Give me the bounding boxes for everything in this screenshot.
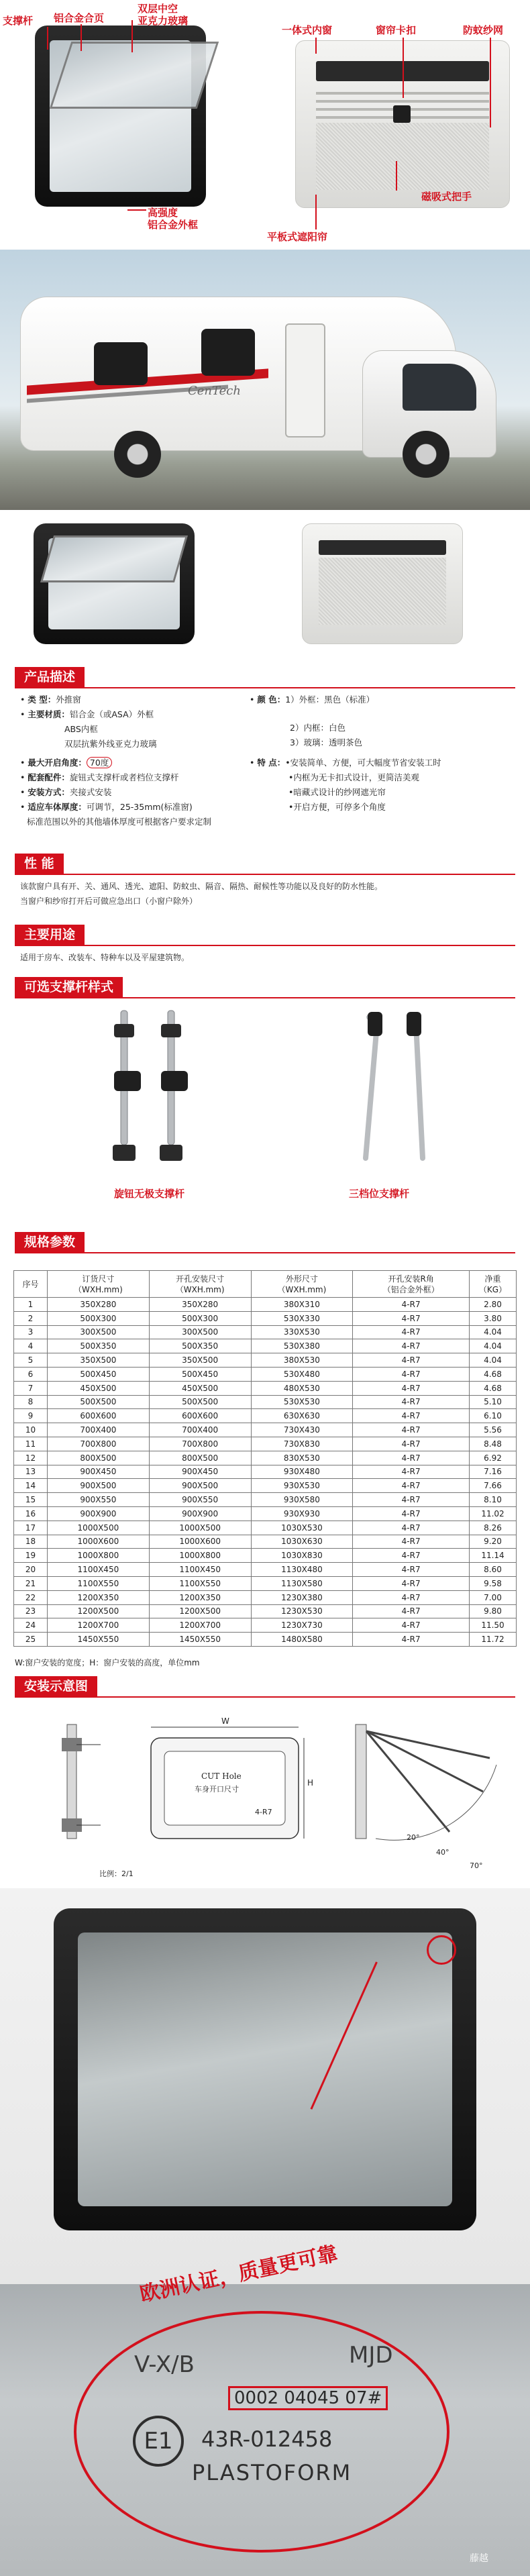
table-cell: 4-R7 — [353, 1381, 470, 1395]
table-cell: 1030X830 — [251, 1549, 353, 1563]
table-row — [14, 1479, 517, 1493]
table-cell: 14 — [14, 1479, 48, 1493]
rv-door — [285, 323, 325, 437]
table-cell: 500X300 — [149, 1311, 251, 1325]
table-row — [14, 1395, 517, 1409]
hero-product-section — [0, 0, 530, 242]
table-cell: 1000X800 — [48, 1549, 150, 1563]
table-cell: 25 — [14, 1633, 48, 1647]
section-title-usage: 主要用途 — [15, 925, 85, 945]
table-cell: 2.80 — [470, 1298, 517, 1312]
table-cell: 900X900 — [48, 1506, 150, 1521]
table-cell: 1100X550 — [48, 1576, 150, 1590]
table-cell: 480X530 — [251, 1381, 353, 1395]
callout-hinge: 铝合金合页 — [54, 12, 105, 24]
table-row — [14, 1604, 517, 1618]
table-cell: 4.04 — [470, 1353, 517, 1368]
table-cell: 1100X450 — [149, 1563, 251, 1577]
table-cell: 11.02 — [470, 1506, 517, 1521]
table-cell: 500X350 — [149, 1339, 251, 1353]
table-cell: 8 — [14, 1395, 48, 1409]
table-cell: 1230X530 — [251, 1604, 353, 1618]
table-row — [14, 1423, 517, 1437]
table-cell: 17 — [14, 1521, 48, 1535]
table-cell: 7 — [14, 1381, 48, 1395]
table-row — [14, 1311, 517, 1325]
height-label: H — [307, 1778, 314, 1788]
table-row — [14, 1339, 517, 1353]
callout-curtain-clip: 窗帘卡扣 — [376, 24, 417, 36]
performance-line-1: 该款窗户具有开、关、通风、透光、遮阳、防蚊虫、隔音、隔热、耐候性等功能以及良好的防水性能。 — [20, 882, 383, 891]
table-cell: 930X530 — [251, 1479, 353, 1493]
table-cell: 300X500 — [149, 1325, 251, 1339]
table-cell: 4-R7 — [353, 1576, 470, 1590]
rv-window-1 — [94, 342, 148, 385]
table-cell: 9.80 — [470, 1604, 517, 1618]
angle-20: 20° — [407, 1833, 420, 1842]
table-row — [14, 1590, 517, 1604]
table-cell: 1450X550 — [48, 1633, 150, 1647]
desc-color-2: 2）内框：白色 — [290, 723, 346, 733]
table-cell: 4-R7 — [353, 1311, 470, 1325]
callout-strut: 支撑杆 — [3, 15, 34, 27]
table-row — [14, 1437, 517, 1451]
rv-brand-logo: CenTech — [188, 384, 241, 398]
table-cell: 4-R7 — [353, 1339, 470, 1353]
table-cell: 730X430 — [251, 1423, 353, 1437]
table-cell: 700X400 — [48, 1423, 150, 1437]
table-cell: 1030X630 — [251, 1535, 353, 1549]
performance-text — [20, 879, 517, 909]
usage-text: 适用于房车、改装车、特种车以及平屋建筑物。 — [20, 953, 190, 962]
table-cell: 5.56 — [470, 1423, 517, 1437]
table-cell: 450X500 — [48, 1381, 150, 1395]
table-cell: 300X500 — [48, 1325, 150, 1339]
table-cell: 4-R7 — [353, 1367, 470, 1381]
col-cutout-size: 开孔安装尺寸 （WXH.mm) — [149, 1271, 251, 1298]
cert-slogan: 欧洲认证，质量更可靠 — [138, 2242, 340, 2307]
col-order-size: 订货尺寸 （WXH.mm) — [48, 1271, 150, 1298]
cert-e1-mark: E1 — [133, 2416, 184, 2467]
window-detail-photo — [0, 1888, 530, 2284]
table-cell: 4-R7 — [353, 1633, 470, 1647]
table-cell: 16 — [14, 1506, 48, 1521]
section-title-performance: 性 能 — [15, 854, 64, 874]
table-cell: 8.26 — [470, 1521, 517, 1535]
install-scale-label: 比例：2/1 — [99, 1869, 134, 1878]
width-label: W — [221, 1716, 229, 1726]
table-cell: 1000X500 — [48, 1521, 150, 1535]
section-title-install: 安装示意图 — [15, 1676, 97, 1696]
table-cell: 930X480 — [251, 1465, 353, 1479]
table-cell: 4-R7 — [353, 1465, 470, 1479]
desc-feature-4: •开启方便，可停多个角度 — [288, 802, 386, 812]
table-cell: 350X500 — [149, 1353, 251, 1368]
table-cell: 830X530 — [251, 1451, 353, 1465]
table-cell: 2 — [14, 1311, 48, 1325]
desc-material-2: ABS内框 — [64, 724, 98, 734]
table-cell: 8.10 — [470, 1493, 517, 1507]
callout-inner-frame: 一体式内窗 — [282, 24, 333, 36]
description-right-column — [250, 692, 518, 815]
table-cell: 350X280 — [149, 1298, 251, 1312]
table-cell: 1000X800 — [149, 1549, 251, 1563]
table-cell: 6.92 — [470, 1451, 517, 1465]
table-cell: 350X280 — [48, 1298, 150, 1312]
section-title-spec: 规格参数 — [15, 1232, 85, 1252]
table-cell: 18 — [14, 1535, 48, 1549]
table-cell: 4-R7 — [353, 1493, 470, 1507]
table-row — [14, 1298, 517, 1312]
table-cell: 4-R7 — [353, 1409, 470, 1423]
section-title-description: 产品描述 — [15, 667, 85, 687]
watermark: 藤越 — [470, 2553, 488, 2564]
table-cell: 500X300 — [48, 1311, 150, 1325]
angle-70: 70° — [470, 1861, 483, 1870]
table-row — [14, 1451, 517, 1465]
table-cell: 6 — [14, 1367, 48, 1381]
desc-max-angle: • 最大开启角度： 70度 — [20, 756, 242, 770]
table-cell: 9.20 — [470, 1535, 517, 1549]
rv-windshield — [403, 364, 476, 411]
knob-strut-caption: 旋钮无极支撑杆 — [114, 1188, 185, 1200]
table-cell: 8.48 — [470, 1437, 517, 1451]
table-cell: 4-R7 — [353, 1437, 470, 1451]
table-row — [14, 1535, 517, 1549]
rv-photo — [0, 250, 530, 510]
table-cell: 930X930 — [251, 1506, 353, 1521]
mesh-panel — [316, 123, 489, 190]
table-cell: 4-R7 — [353, 1423, 470, 1437]
col-corner-radius: 开孔安装R角 （铝合金外框） — [353, 1271, 470, 1298]
cert-number: 43R-012458 — [201, 2426, 333, 2452]
table-cell: 4-R7 — [353, 1298, 470, 1312]
col-weight: 净重 （KG） — [470, 1271, 517, 1298]
table-cell: 450X500 — [149, 1381, 251, 1395]
table-cell: 500X500 — [149, 1395, 251, 1409]
table-cell: 700X400 — [149, 1423, 251, 1437]
table-cell: 11 — [14, 1437, 48, 1451]
table-cell: 1200X700 — [149, 1618, 251, 1633]
rv-wheel-front — [114, 431, 161, 478]
cert-line1-left: V-X/B — [134, 2351, 195, 2378]
desc-color-3: 3）玻璃：透明茶色 — [290, 737, 362, 748]
table-cell: 1230X380 — [251, 1590, 353, 1604]
table-cell: 4-R7 — [353, 1535, 470, 1549]
table-cell: 13 — [14, 1465, 48, 1479]
table-cell: 630X630 — [251, 1409, 353, 1423]
table-cell: 500X450 — [48, 1367, 150, 1381]
table-cell: 530X380 — [251, 1339, 353, 1353]
table-cell: 6.10 — [470, 1409, 517, 1423]
table-cell: 4-R7 — [353, 1325, 470, 1339]
table-cell: 4 — [14, 1339, 48, 1353]
desc-material: • 主要材质：铝合金（或ASA）外框 — [20, 709, 154, 719]
table-cell: 12 — [14, 1451, 48, 1465]
table-row — [14, 1493, 517, 1507]
thumb-open-sash — [40, 535, 188, 582]
performance-line-2: 当窗户和纱帘打开后可做应急出口（小窗户除外） — [20, 896, 198, 906]
table-cell: 5.10 — [470, 1395, 517, 1409]
table-cell: 380X310 — [251, 1298, 353, 1312]
table-cell: 4-R7 — [353, 1506, 470, 1521]
table-cell: 700X800 — [48, 1437, 150, 1451]
table-cell: 1200X350 — [149, 1590, 251, 1604]
knob-strut-image — [94, 1004, 215, 1178]
spec-header-row — [14, 1271, 517, 1298]
table-cell: 15 — [14, 1493, 48, 1507]
table-cell: 1100X550 — [149, 1576, 251, 1590]
table-cell: 1130X480 — [251, 1563, 353, 1577]
table-row — [14, 1381, 517, 1395]
desc-type: • 类 型：外推窗 — [20, 694, 81, 705]
cut-hole-label: CUT Hole — [201, 1771, 242, 1781]
table-cell: 330X530 — [251, 1325, 353, 1339]
table-cell: 1 — [14, 1298, 48, 1312]
table-cell: 4-R7 — [353, 1618, 470, 1633]
table-cell: 900X550 — [149, 1493, 251, 1507]
table-cell: 4-R7 — [353, 1590, 470, 1604]
table-row — [14, 1465, 517, 1479]
table-cell: 1130X580 — [251, 1576, 353, 1590]
table-cell: 800X500 — [48, 1451, 150, 1465]
table-cell: 530X330 — [251, 1311, 353, 1325]
table-cell: 4.68 — [470, 1367, 517, 1381]
callout-double-glass-1: 双层中空 — [138, 3, 178, 15]
desc-thickness: • 适应车体厚度：可调节，25-35mm(标准窗) — [20, 802, 193, 812]
table-cell: 900X450 — [149, 1465, 251, 1479]
table-cell: 4-R7 — [353, 1549, 470, 1563]
open-sash-image — [50, 42, 219, 109]
table-cell: 4-R7 — [353, 1353, 470, 1368]
table-cell: 500X500 — [48, 1395, 150, 1409]
table-cell: 1100X450 — [48, 1563, 150, 1577]
table-cell: 7.00 — [470, 1590, 517, 1604]
table-row — [14, 1618, 517, 1633]
callout-frame-2: 铝合金外框 — [148, 219, 199, 231]
table-cell: 24 — [14, 1618, 48, 1633]
table-row — [14, 1367, 517, 1381]
table-cell: 1200X500 — [149, 1604, 251, 1618]
table-cell: 1230X730 — [251, 1618, 353, 1633]
table-cell: 600X600 — [48, 1409, 150, 1423]
table-cell: 5 — [14, 1353, 48, 1368]
table-cell: 1200X500 — [48, 1604, 150, 1618]
table-cell: 4-R7 — [353, 1479, 470, 1493]
callout-flat-blind: 平板式遮阳帘 — [267, 231, 328, 243]
table-cell: 4-R7 — [353, 1395, 470, 1409]
table-cell: 4-R7 — [353, 1451, 470, 1465]
table-cell: 21 — [14, 1576, 48, 1590]
table-cell: 930X580 — [251, 1493, 353, 1507]
table-cell: 900X550 — [48, 1493, 150, 1507]
section-title-struts: 可选支撑杆样式 — [15, 977, 123, 997]
table-cell: 22 — [14, 1590, 48, 1604]
handle-clip — [393, 105, 411, 123]
rv-window-2 — [201, 329, 255, 376]
spec-table — [13, 1270, 517, 1647]
table-cell: 380X530 — [251, 1353, 353, 1368]
table-row — [14, 1325, 517, 1339]
table-row — [14, 1563, 517, 1577]
desc-feature-2: •内框为无卡扣式设计，更简洁美观 — [288, 772, 419, 782]
desc-accessories: • 配套配件：旋钮式支撑杆或者档位支撑杆 — [20, 772, 179, 782]
table-cell: 1200X350 — [48, 1590, 150, 1604]
table-cell: 9 — [14, 1409, 48, 1423]
table-cell: 3 — [14, 1325, 48, 1339]
cert-batch-number: 0002 04045 07# — [228, 2386, 388, 2410]
table-cell: 20 — [14, 1563, 48, 1577]
three-position-strut-image — [329, 1004, 449, 1178]
table-cell: 7.16 — [470, 1465, 517, 1479]
table-cell: 1030X530 — [251, 1521, 353, 1535]
table-cell: 4.04 — [470, 1339, 517, 1353]
table-cell: 8.60 — [470, 1563, 517, 1577]
table-cell: 900X900 — [149, 1506, 251, 1521]
table-cell: 1450X550 — [149, 1633, 251, 1647]
product-thumbnails — [0, 523, 530, 658]
table-cell: 1480X580 — [251, 1633, 353, 1647]
table-cell: 11.50 — [470, 1618, 517, 1633]
table-cell: 500X450 — [149, 1367, 251, 1381]
spec-table-body — [14, 1298, 517, 1647]
three-position-strut-caption: 三档位支撑杆 — [349, 1188, 410, 1200]
table-cell: 10 — [14, 1423, 48, 1437]
cut-hole-cn-label: 车身开口尺寸 — [195, 1785, 239, 1794]
table-cell: 900X500 — [149, 1479, 251, 1493]
opening-angle-diagram — [349, 1718, 517, 1852]
spec-note: W:窗户安装的宽度；H：窗户安装的高度，单位mm — [15, 1658, 200, 1667]
table-row — [14, 1633, 517, 1647]
desc-color: • 颜 色：1）外框：黑色（标准） — [250, 694, 375, 705]
cert-highlight-circle — [427, 1935, 456, 1965]
table-cell: 4.68 — [470, 1381, 517, 1395]
table-cell: 900X450 — [48, 1465, 150, 1479]
table-row — [14, 1353, 517, 1368]
angle-40: 40° — [436, 1848, 449, 1857]
table-row — [14, 1549, 517, 1563]
table-row — [14, 1506, 517, 1521]
table-cell: 4-R7 — [353, 1521, 470, 1535]
callout-frame-1: 高强度 — [148, 207, 178, 219]
table-cell: 7.66 — [470, 1479, 517, 1493]
table-cell: 600X600 — [149, 1409, 251, 1423]
thumb-light-window — [302, 523, 463, 644]
table-cell: 4-R7 — [353, 1604, 470, 1618]
table-cell: 900X500 — [48, 1479, 150, 1493]
table-cell: 11.14 — [470, 1549, 517, 1563]
table-cell: 11.72 — [470, 1633, 517, 1647]
install-section-diagram — [27, 1718, 134, 1865]
col-outer-size: 外形尺寸 （WXH.mm) — [251, 1271, 353, 1298]
table-cell: 1000X600 — [48, 1535, 150, 1549]
description-left-column — [20, 692, 242, 829]
table-cell: 4.04 — [470, 1325, 517, 1339]
table-row — [14, 1521, 517, 1535]
table-cell: 3.80 — [470, 1311, 517, 1325]
table-cell: 530X480 — [251, 1367, 353, 1381]
callout-magnetic-handle: 磁吸式把手 — [421, 191, 472, 203]
table-cell: 23 — [14, 1604, 48, 1618]
table-cell: 800X500 — [149, 1451, 251, 1465]
corner-radius-label: 4-R7 — [255, 1808, 272, 1816]
table-cell: 350X500 — [48, 1353, 150, 1368]
callout-mosquito-net: 防蚊纱网 — [463, 24, 504, 36]
desc-material-3: 双层抗紫外线亚克力玻璃 — [64, 739, 157, 749]
table-cell: 1000X600 — [149, 1535, 251, 1549]
cert-line1-right: MJD — [349, 2342, 393, 2369]
table-cell: 530X530 — [251, 1395, 353, 1409]
desc-custom: 标准范围以外的其他墙体厚度可根据客户要求定制 — [27, 817, 212, 827]
rv-wheel-rear — [403, 431, 449, 478]
cert-maker: PLASTOFORM — [192, 2460, 352, 2485]
desc-feature: • 特 点：•安装简单、方便，可大幅度节省安装工时 — [250, 758, 441, 768]
callout-double-glass-2: 亚克力玻璃 — [138, 15, 189, 27]
col-index: 序号 — [14, 1271, 48, 1298]
desc-feature-3: •暗藏式设计的纱网遮光帘 — [288, 787, 386, 797]
table-cell: 4-R7 — [353, 1563, 470, 1577]
table-cell: 700X800 — [149, 1437, 251, 1451]
table-cell: 1000X500 — [149, 1521, 251, 1535]
table-row — [14, 1409, 517, 1423]
certification-closeup — [0, 2242, 530, 2576]
desc-install: • 安装方式：夹接式安装 — [20, 787, 112, 797]
table-row — [14, 1576, 517, 1590]
table-cell: 730X830 — [251, 1437, 353, 1451]
table-cell: 9.58 — [470, 1576, 517, 1590]
table-cell: 1200X700 — [48, 1618, 150, 1633]
table-cell: 19 — [14, 1549, 48, 1563]
table-cell: 500X350 — [48, 1339, 150, 1353]
